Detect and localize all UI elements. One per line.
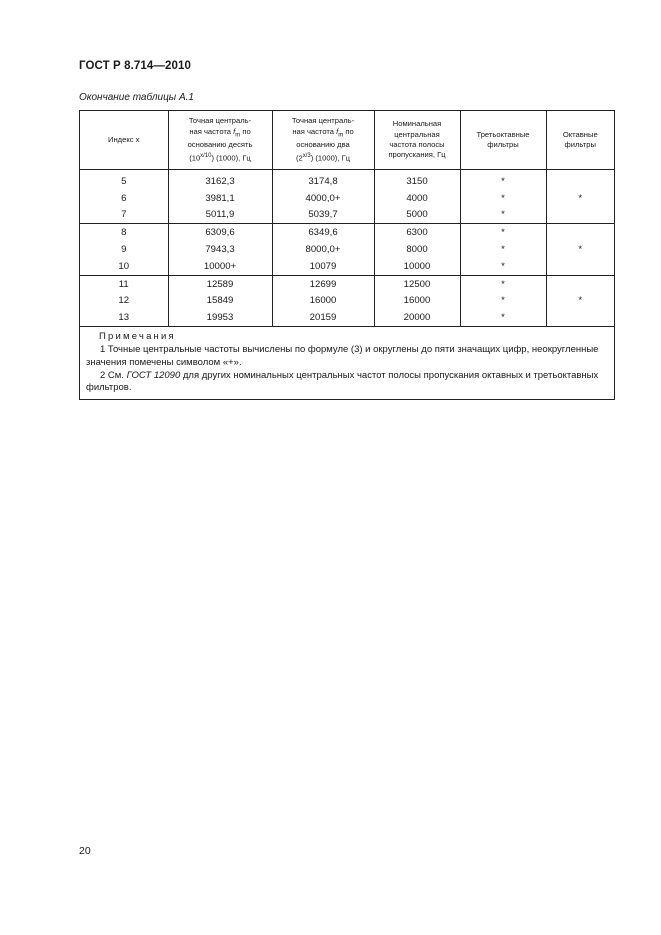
table-caption: Окончание таблицы А.1 <box>79 92 194 103</box>
cell-exact-base2: 8000,0+ <box>272 241 374 258</box>
col-header-exact-base2: Точная централь- ная частота $f_m$ по основанию два $(2^{x/3})$ (1000), Гц <box>272 111 374 170</box>
table-row <box>80 275 614 292</box>
cell-index: 11 <box>80 275 168 292</box>
cell-third-octave: * <box>460 241 546 258</box>
cell-third-octave: * <box>460 190 546 207</box>
cell-octave <box>546 309 614 326</box>
cell-nominal: 6300 <box>374 224 460 241</box>
cell-third-octave: * <box>460 224 546 241</box>
cell-exact-base10: 7943,3 <box>168 241 272 258</box>
cell-exact-base10: 3162,3 <box>168 170 272 190</box>
note-2: 2 См. ГОСТ 12090 для других номинальных центральных частот полосы пропускания октавных и третьоктавных фильтров. <box>86 369 599 394</box>
page-number: 20 <box>79 845 91 857</box>
notes-heading: Примечания <box>99 331 176 343</box>
cell-exact-base2: 12699 <box>272 275 374 292</box>
cell-exact-base2: 3174,8 <box>272 170 374 190</box>
col-header-exact-base10: Точная централь- ная частота $f_m$ по основанию десять $(10^{x/10})$ (1000), Гц <box>168 111 272 170</box>
cell-exact-base10: 12589 <box>168 275 272 292</box>
cell-third-octave: * <box>460 309 546 326</box>
cell-exact-base2: 5039,7 <box>272 207 374 224</box>
cell-index: 5 <box>80 170 168 190</box>
col-header-index: Индекс x <box>80 111 168 170</box>
note-1: 1 Точные центральные частоты вычислены по формуле (3) и округлены до пяти значащих цифр, неокругленные значения помечены символом «+». <box>86 343 599 368</box>
table-row <box>80 207 614 224</box>
document-code: ГОСТ Р 8.714—2010 <box>79 60 191 72</box>
col-header-nominal: Номинальная центральная частота полосы пропускания, Гц <box>374 111 460 170</box>
cell-exact-base10: 10000+ <box>168 258 272 275</box>
cell-exact-base10: 6309,6 <box>168 224 272 241</box>
cell-octave <box>546 207 614 224</box>
table-row <box>80 258 614 275</box>
table-header-row <box>80 111 614 170</box>
cell-third-octave: * <box>460 170 546 190</box>
cell-octave <box>546 258 614 275</box>
cell-nominal: 12500 <box>374 275 460 292</box>
table-row <box>80 224 614 241</box>
cell-third-octave: * <box>460 207 546 224</box>
cell-index: 13 <box>80 309 168 326</box>
table-notes <box>80 326 614 399</box>
table-row <box>80 241 614 258</box>
table-row <box>80 293 614 310</box>
cell-nominal: 8000 <box>374 241 460 258</box>
cell-third-octave: * <box>460 258 546 275</box>
cell-exact-base2: 4000,0+ <box>272 190 374 207</box>
cell-index: 10 <box>80 258 168 275</box>
cell-index: 9 <box>80 241 168 258</box>
cell-exact-base10: 5011,9 <box>168 207 272 224</box>
cell-nominal: 3150 <box>374 170 460 190</box>
frequency-table <box>79 110 615 400</box>
cell-nominal: 5000 <box>374 207 460 224</box>
cell-octave: * <box>578 244 583 256</box>
cell-octave <box>546 275 614 292</box>
cell-octave: * <box>578 192 583 204</box>
cell-nominal: 10000 <box>374 258 460 275</box>
cell-exact-base2: 10079 <box>272 258 374 275</box>
cell-index: 6 <box>80 190 168 207</box>
cell-octave: * <box>578 295 583 307</box>
cell-index: 8 <box>80 224 168 241</box>
cell-exact-base10: 15849 <box>168 293 272 310</box>
table-row <box>80 309 614 326</box>
cell-nominal: 20000 <box>374 309 460 326</box>
cell-exact-base2: 6349,6 <box>272 224 374 241</box>
standard-reference: ГОСТ 12090 <box>126 369 181 381</box>
cell-third-octave: * <box>460 293 546 310</box>
cell-octave <box>546 224 614 241</box>
cell-octave <box>546 170 614 190</box>
cell-nominal: 4000 <box>374 190 460 207</box>
col-header-third-octave: Третьоктавные фильтры <box>460 111 546 170</box>
cell-exact-base2: 16000 <box>272 293 374 310</box>
cell-third-octave: * <box>460 275 546 292</box>
cell-index: 7 <box>80 207 168 224</box>
table-row <box>80 170 614 190</box>
table-row <box>80 190 614 207</box>
cell-exact-base10: 3981,1 <box>168 190 272 207</box>
cell-exact-base2: 20159 <box>272 309 374 326</box>
col-header-octave: Октавные фильтры <box>546 111 614 170</box>
cell-exact-base10: 19953 <box>168 309 272 326</box>
cell-index: 12 <box>80 293 168 310</box>
cell-nominal: 16000 <box>374 293 460 310</box>
